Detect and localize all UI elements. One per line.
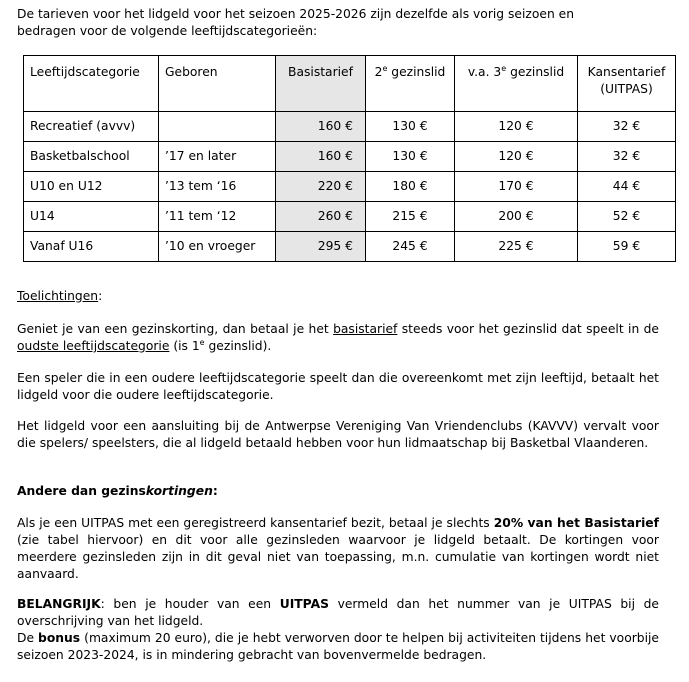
cell-second: 180 €: [366, 172, 455, 202]
cell-social: 32 €: [578, 112, 676, 142]
belangrijk-paragraph: BELANGRIJK: ben je houder van een UITPAS vermeld dan het nummer van je UITPAS bij de overschrijving van het lidgeld. De bonus (maximum 20 euro), die je hebt verworven door te helpen bij activiteiten tijdens het voorbije seizoen 2023-2024, is in mindering gebracht van bovenvermelde bedragen.: [17, 597, 660, 662]
table-row: [24, 112, 676, 142]
toelichtingen-paragraph-2: Een speler die in een oudere leeftijdscategorie speelt dan die overeenkomt met zijn leeftijd, betaalt het lidgeld voor die oudere leeftijdscategorie.: [17, 371, 659, 402]
intro-line-1: De tarieven voor het lidgeld voor het seizoen 2025-2026 zijn dezelfde als vorig seizoen en: [17, 7, 575, 21]
table-row: [24, 142, 676, 172]
table-row: [24, 172, 676, 202]
header-social: Kansentarief (UITPAS): [578, 56, 676, 112]
cell-social: 44 €: [578, 172, 676, 202]
cell-second: 245 €: [366, 232, 455, 262]
header-born: Geboren: [159, 56, 276, 112]
andere-heading: Andere dan gezinskortingen:: [17, 484, 218, 498]
cell-second: 215 €: [366, 202, 455, 232]
cell-base: 260 €: [276, 202, 366, 232]
cell-born: ’17 en later: [159, 142, 276, 172]
cell-second: 130 €: [366, 142, 455, 172]
cell-third: 120 €: [455, 112, 578, 142]
andere-paragraph: Als je een UITPAS met een geregistreerd kansentarief bezit, betaal je slechts 20% van het Basistarief (zie tabel hiervoor) en dit voor alle gezinsleden waarvoor je lidgeld betaalt. De kortingen voor meerdere gezinsleden zijn in dit geval niet van toepassing, m.n. cumulatie van kortingen wordt niet aanvaard.: [17, 516, 659, 581]
cell-third: 170 €: [455, 172, 578, 202]
cell-third: 200 €: [455, 202, 578, 232]
cell-social: 52 €: [578, 202, 676, 232]
intro-line-2: bedragen voor de volgende leeftijdscategorieën:: [17, 24, 318, 38]
header-category: Leeftijdscategorie: [24, 56, 159, 112]
cell-born: ’11 tem ‘12: [159, 202, 276, 232]
cell-born: ’10 en vroeger: [159, 232, 276, 262]
cell-base: 160 €: [276, 112, 366, 142]
cell-category: Basketbalschool: [24, 142, 159, 172]
toelichtingen-paragraph-3: Het lidgeld voor een aansluiting bij de Antwerpse Vereniging Van Vriendenclubs (KAVVV) vervalt voor die spelers/ speelsters, die al lidgeld betaald hebben voor hun lidmaatschap bij Basketbal Vlaanderen.: [17, 419, 659, 450]
table-row: [24, 202, 676, 232]
cell-born: ’13 tem ‘16: [159, 172, 276, 202]
cell-social: 59 €: [578, 232, 676, 262]
header-second: 2e gezinslid: [366, 56, 455, 112]
cell-category: Vanaf U16: [24, 232, 159, 262]
toelichtingen-paragraph-1: Geniet je van een gezinskorting, dan betaal je het basistarief steeds voor het gezinslid dat speelt in de oudste leeftijdscategorie (is 1e gezinslid).: [17, 322, 660, 353]
cell-second: 130 €: [366, 112, 455, 142]
basistarief-link: basistarief: [333, 322, 398, 336]
cell-base: 160 €: [276, 142, 366, 172]
toelichtingen-heading: Toelichtingen:: [17, 289, 103, 303]
header-base: Basistarief: [276, 56, 366, 112]
cell-third: 225 €: [455, 232, 578, 262]
oudste-categorie-link: oudste leeftijdscategorie: [17, 339, 170, 353]
cell-social: 32 €: [578, 142, 676, 172]
cell-third: 120 €: [455, 142, 578, 172]
cell-base: 295 €: [276, 232, 366, 262]
table-header-row: [24, 56, 676, 112]
cell-born: [159, 112, 276, 142]
table-row: [24, 232, 676, 262]
cell-category: U14: [24, 202, 159, 232]
intro-paragraph: [17, 6, 659, 40]
header-third: v.a. 3e gezinslid: [455, 56, 578, 112]
cell-base: 220 €: [276, 172, 366, 202]
cell-category: Recreatief (avvv): [24, 112, 159, 142]
tariff-table: [23, 55, 676, 262]
cell-category: U10 en U12: [24, 172, 159, 202]
